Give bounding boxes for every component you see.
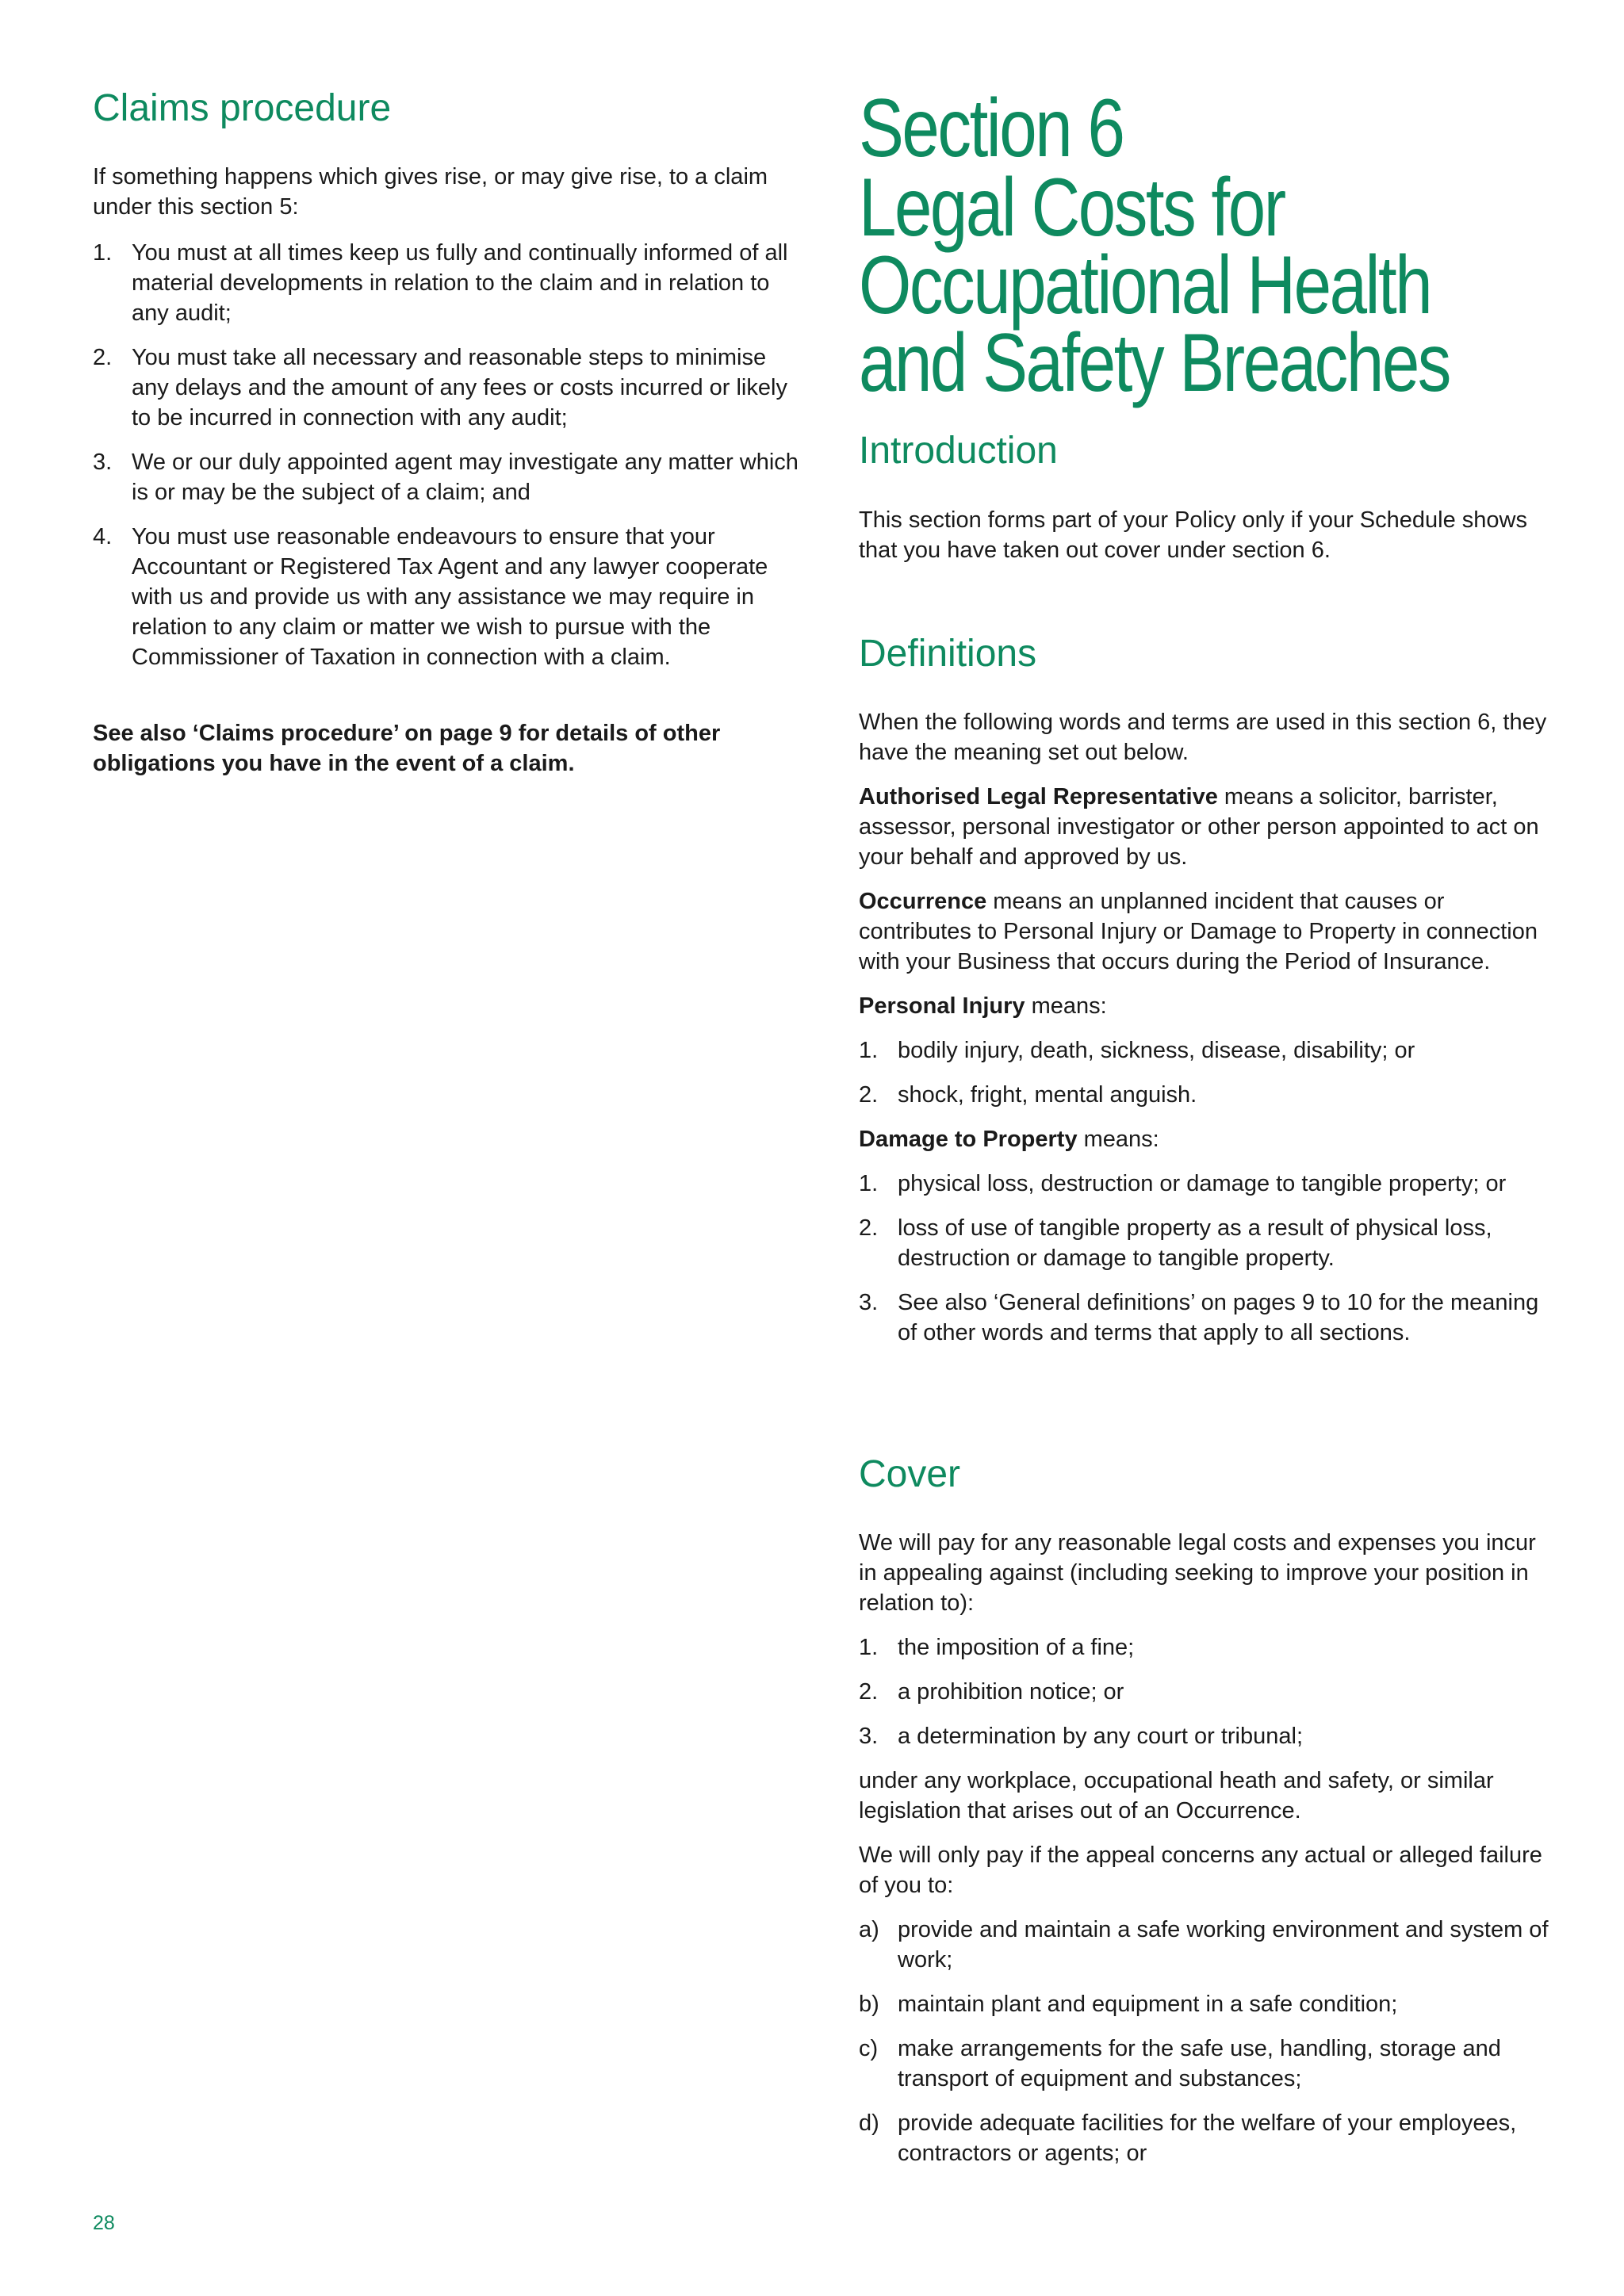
definitions-body (859, 707, 1557, 1348)
list-item: 2. loss of use of tangible property as a result of physical loss, destruction or damage to tangible property. (859, 1215, 1492, 1271)
list-item: d) provide adequate facilities for the welfare of your employees, contractors or agents; or (859, 2110, 1517, 2166)
personal-injury-list (859, 1035, 1557, 1110)
list-item: 2. You must take all necessary and reasonable steps to minimise any delays and the amount of any fees or costs incurred or likely to be incurred in connection with any audit; (93, 345, 787, 430)
section-number: Section 6 (859, 82, 1124, 174)
list-item: 1. the imposition of a fine; (859, 1635, 1135, 1660)
definition-damage: Damage to Property means: (859, 1127, 1159, 1152)
section-title-line: Occupational Health (859, 239, 1431, 331)
cover-under-text: under any workplace, occupational heath and safety, or similar legislation that arises out of an Occurrence. (859, 1768, 1494, 1823)
cover-alpha-list (859, 1915, 1557, 2168)
list-item: 1. physical loss, destruction or damage to tangible property; or (859, 1171, 1507, 1196)
introduction-heading: Introduction (859, 430, 1058, 472)
list-item: a) provide and maintain a safe working environment and system of work; (859, 1917, 1549, 1973)
page-number: 28 (93, 2212, 115, 2234)
claims-list (93, 238, 799, 672)
section-title-line: Legal Costs for (859, 162, 1285, 254)
section-title-line: and Safety Breaches (859, 317, 1450, 409)
cover-heading: Cover (859, 1453, 961, 1495)
section-title (859, 162, 1580, 409)
cover-body (859, 1528, 1557, 2168)
claims-procedure-heading: Claims procedure (93, 87, 392, 129)
definition-authorised: Authorised Legal Representative means a solicitor, barrister, assessor, personal investigator or other person appointed to act on your behalf and approved by us. (859, 784, 1539, 870)
list-item: 3. We or our duly appointed agent may investigate any matter which is or may be the subject of a claim; and (93, 450, 799, 505)
list-item: 4. You must use reasonable endeavours to ensure that your Accountant or Registered Tax Agent and any lawyer cooperate with us and provide us with any assistance we may require in relation to any claim or matter we wish to pursue with the Commissioner of Taxation in connection with a claim. (93, 524, 768, 670)
list-item: c) make arrangements for the safe use, handling, storage and transport of equipment and substances; (859, 2036, 1501, 2091)
cover-only-pay-text: We will only pay if the appeal concerns any actual or alleged failure of you to: (859, 1843, 1542, 1898)
list-item: b) maintain plant and equipment in a safe condition; (859, 1992, 1398, 2017)
list-item: 1. You must at all times keep us fully and continually informed of all material developments in relation to the claim and in relation to any audit; (93, 240, 788, 326)
list-item: 3. See also ‘General definitions’ on pages 9 to 10 for the meaning of other words and terms that apply to all sections. (859, 1290, 1539, 1345)
list-item: 3. a determination by any court or tribunal; (859, 1724, 1303, 1749)
claims-see-also: See also ‘Claims procedure’ on page 9 for details of other obligations you have in the event of a claim. (93, 721, 721, 776)
definition-occurrence: Occurrence means an unplanned incident that causes or contributes to Personal Injury or Damage to Property in connection with your Business that occurs during the Period of Insurance. (859, 889, 1538, 974)
definitions-heading: Definitions (859, 633, 1037, 675)
damage-list (859, 1169, 1557, 1348)
list-item: 2. a prohibition notice; or (859, 1679, 1124, 1705)
list-item: 2. shock, fright, mental anguish. (859, 1082, 1197, 1108)
definitions-intro: When the following words and terms are used in this section 6, they have the meaning set out below. (859, 710, 1547, 765)
list-item: 1. bodily injury, death, sickness, disease, disability; or (859, 1038, 1415, 1063)
introduction-text: This section forms part of your Policy only if your Schedule shows that you have taken out cover under section 6. (859, 507, 1527, 563)
definition-personal-injury: Personal Injury means: (859, 993, 1107, 1019)
cover-list (859, 1632, 1557, 1751)
claims-intro: If something happens which gives rise, or may give rise, to a claim under this section 5: (93, 164, 768, 220)
cover-intro: We will pay for any reasonable legal costs and expenses you incur in appealing against (including seeking to improve your position in relation to): (859, 1530, 1536, 1616)
